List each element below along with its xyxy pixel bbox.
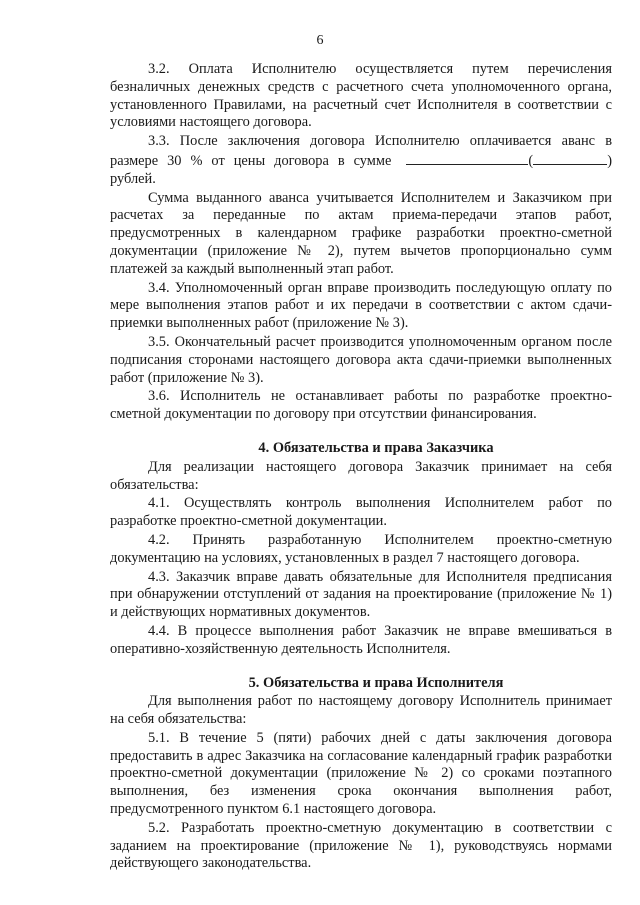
close-paren: ) bbox=[607, 152, 612, 169]
paragraph-3-4: 3.4. Уполномоченный орган вправе производить последующую оплату по мере выполнения этапов работ и их передачи в соответствии с актом сдачи-приемки выполненных работ (приложение № 3). bbox=[110, 279, 612, 332]
section-5-heading: 5. Обязательства и права Исполнителя bbox=[248, 674, 504, 691]
paragraph-3-2: 3.2. Оплата Исполнителю осуществляется путем перечисления безналичных денежных средств с расчетного счета уполномоченного органа, установленного Правилами, на расчетный счет Исполнителя в соответствии с условиями настоящего договора. bbox=[110, 61, 612, 131]
paragraph-advance-accounting: Сумма выданного аванса учитывается Исполнителем и Заказчиком при расчетах за переданные по актам приема-передачи этапов работ, предусмотренных в календарном графике разработки проектно-сметной документации (приложение № 2), путем вычетов пропорционально сумм платежей за каждый выполненный этап работ. bbox=[110, 189, 612, 277]
advance-currency: рублей. bbox=[110, 170, 156, 187]
paragraph-4-4: 4.4. В процессе выполнения работ Заказчик не вправе вмешиваться в оперативно-хозяйственную деятельность Исполнителя. bbox=[110, 622, 612, 657]
section-4-intro: Для реализации настоящего договора Заказчик принимает на себя обязательства: bbox=[110, 458, 612, 493]
section-4-heading: 4. Обязательства и права Заказчика bbox=[258, 439, 494, 456]
paragraph-3-5: 3.5. Окончательный расчет производится уполномоченным органом после подписания сторонами настоящего договора акта сдачи-приемки выполненных работ (приложение № 3). bbox=[110, 333, 612, 386]
paragraph-3-6: 3.6. Исполнитель не останавливает работы по разработке проектно-сметной документации по договору при отсутствии финансирования. bbox=[110, 388, 612, 423]
section-5-intro: Для выполнения работ по настоящему договору Исполнитель принимает на себя обязательства: bbox=[110, 693, 612, 728]
paragraph-4-3: 4.3. Заказчик вправе давать обязательные для Исполнителя предписания при обнаружении отступлений от задания на проектирование (приложение № 1) и действующих нормативных документов. bbox=[110, 568, 612, 621]
paragraph-4-1: 4.1. Осуществлять контроль выполнения Исполнителем работ по разработке проектно-сметной документации. bbox=[110, 495, 612, 530]
advance-amount-blank bbox=[406, 151, 528, 165]
page-number: 6 bbox=[316, 33, 324, 48]
paragraph-5-1: 5.1. В течение 5 (пяти) рабочих дней с даты заключения договора предоставить в адрес Заказчика на согласование календарный график разработки проектно-сметной документации (приложение № 2) со сроками поэтапного выполнения, без изменения срока окончания выполнения работ, предусмотренного пунктом 6.1 настоящего договора. bbox=[110, 729, 612, 818]
advance-text: 3.3. После заключения договора Исполнителю оплачивается аванс в размере 30 % от цены договора в сумме bbox=[110, 133, 612, 169]
paragraph-5-2: 5.2. Разработать проектно-сметную документацию в соответствии с заданием на проектирование (приложение № 1), руководствуясь нормами действующего законодательства. bbox=[110, 819, 612, 872]
paragraph-4-2: 4.2. Принять разработанную Исполнителем проектно-сметную документацию на условиях, установленных в раздел 7 настоящего договора. bbox=[110, 531, 612, 566]
open-paren: ( bbox=[528, 152, 534, 169]
document-body bbox=[110, 61, 612, 874]
paragraph-3-3 bbox=[110, 133, 612, 188]
advance-words-blank bbox=[533, 151, 607, 165]
